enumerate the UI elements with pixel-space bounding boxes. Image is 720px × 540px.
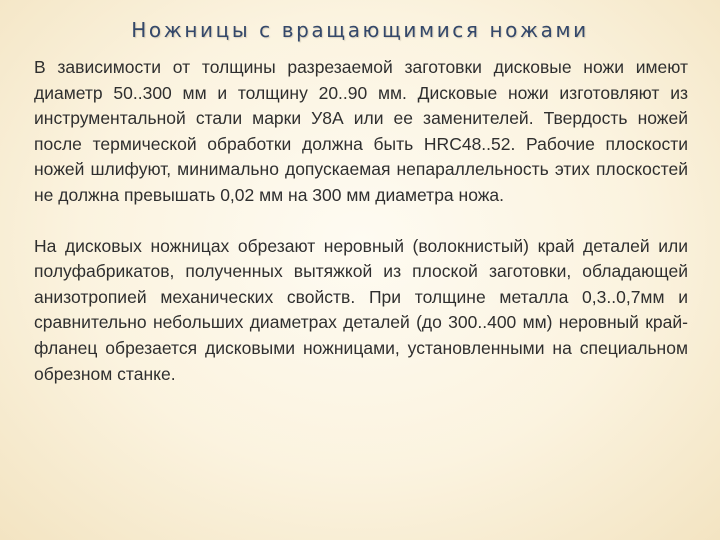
slide-body (34, 55, 688, 387)
slide-title: Ножницы с вращающимися ножами (131, 18, 589, 42)
paragraph-disc-shears-usage: На дисковых ножницах обрезают неровный (волокнистый) край деталей или полуфабрикатов, полученных вытяжкой из плоской заготовки, обладающей анизотропией механических свойств. При толщине металла 0,3..0,7мм и сравнительно небольших диаметрах деталей (до 300..400 мм) неровный край-фланец обрезается дисковыми ножницами, установленными на специальном обрезном станке. (34, 235, 688, 384)
paragraph-disc-knives-specs: В зависимости от толщины разрезаемой заготовки дисковые ножи имеют диаметр 50..300 мм и толщину 20..90 мм. Дисковые ножи изготовляют из инструментальной стали марки У8А или ее заменителей. Твердость ножей после термической обработки должна быть HRC48..52. Рабочие плоскости ножей шлифуют, минимально допускаемая непараллельность этих плоскостей не должна превышать 0,02 мм на 300 мм диаметра ножа. (34, 57, 688, 205)
